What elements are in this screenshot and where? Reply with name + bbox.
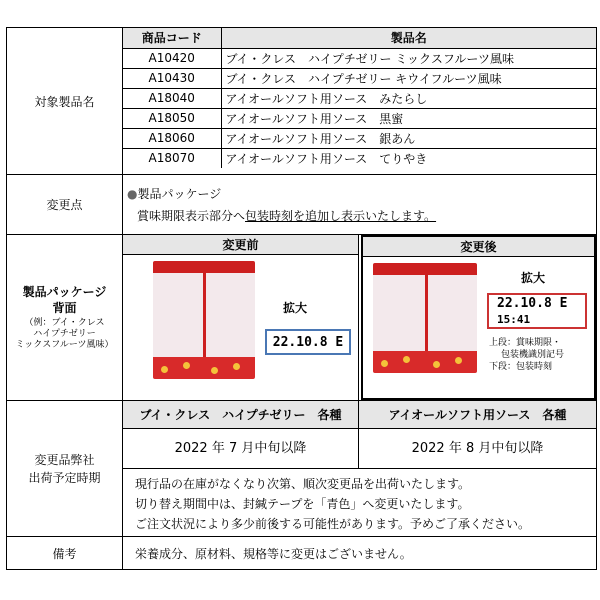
before-package-photo (153, 261, 255, 379)
schedule-notes (135, 474, 530, 534)
after-date-line1: 22.10.8 E (497, 296, 568, 311)
after-date-line2: 15:41 (497, 313, 531, 326)
note-upper: 上段：賞味期限・ (489, 338, 562, 348)
package-label-sub: （例：ブイ・クレス ハイプチゼリー ミックスフルーツ風味） (15, 318, 114, 350)
change-heading-text: 製品パッケージ (137, 187, 222, 201)
package-label-main: 製品パッケージ 背面 (22, 285, 107, 315)
schedule-note: ご注文状況により多少前後する可能性があります。予めご了承ください。 (135, 517, 531, 531)
change-point-label (7, 175, 123, 234)
product-name: アイオールソフト用ソース みたらし (221, 88, 596, 108)
product-code: A18050 (123, 108, 221, 128)
col-header-code: 商品コード (123, 28, 221, 48)
target-label-text: 対象製品名 (34, 94, 95, 109)
change-detail (137, 207, 436, 224)
target-products-label (7, 28, 123, 174)
change-detail-text: 賞味期限表示部分へ (137, 209, 246, 223)
product-code: A18060 (123, 128, 221, 148)
table-row (123, 128, 596, 148)
table-row (123, 108, 596, 128)
table-row (123, 48, 596, 68)
change-point-row (7, 174, 596, 234)
schedule-label (7, 401, 123, 536)
product-code: A18040 (123, 88, 221, 108)
schedule-col1-date: 2022 年 7 月中旬以降 (123, 429, 359, 469)
before-header: 変更前 (123, 235, 359, 255)
before-zoom-label: 拡大 (283, 301, 308, 315)
after-package-photo (373, 263, 477, 373)
table-row (123, 88, 596, 108)
table-row (123, 148, 596, 168)
remarks-text: 栄養成分、原材料、規格等に変更はございません。 (135, 547, 412, 561)
remarks-label (7, 537, 123, 570)
product-code: A18070 (123, 148, 221, 168)
before-date-stamp: 22.10.8 E (265, 329, 351, 355)
remarks-row (7, 536, 596, 570)
after-notes (489, 337, 564, 373)
product-table-header (123, 28, 596, 48)
schedule-col2-header: アイオールソフト用ソース 各種 (359, 401, 596, 429)
product-name: ブイ・クレス ハイプチゼリー キウイフルーツ風味 (221, 68, 596, 88)
after-panel (361, 235, 596, 400)
package-row (7, 234, 596, 400)
package-label (7, 235, 123, 400)
product-name: アイオールソフト用ソース 銀あん (221, 128, 596, 148)
product-code: A10430 (123, 68, 221, 88)
package-cell (123, 235, 596, 400)
product-name: アイオールソフト用ソース てりやき (225, 151, 428, 166)
schedule-label-text: 変更品弊社 出荷予定時期 (28, 452, 101, 485)
change-heading (127, 185, 221, 202)
after-zoom-label: 拡大 (521, 271, 546, 285)
product-name: アイオールソフト用ソース 黒蜜 (221, 108, 596, 128)
note-lower: 下段：包装時刻 (489, 362, 553, 372)
after-date-stamp (487, 293, 587, 329)
change-notice-sheet (6, 27, 597, 570)
product-name: ブイ・クレス ハイプチゼリー ミックスフルーツ風味 (221, 48, 596, 68)
col-header-name: 製品名 (221, 28, 596, 48)
note-upper2: 包装機識別記号 (501, 350, 565, 360)
after-header: 変更後 (363, 237, 594, 257)
schedule-col2-date: 2022 年 8 月中旬以降 (359, 429, 596, 469)
schedule-note: 切り替え期間中は、封緘テープを「青色」へ変更いたします。 (135, 497, 470, 511)
bullet-icon: ● (127, 187, 138, 201)
target-products-cell (123, 28, 596, 174)
target-products-row (7, 28, 596, 174)
product-table (123, 28, 596, 168)
schedule-cell (123, 401, 596, 536)
schedule-col1-header: ブイ・クレス ハイプチゼリー 各種 (123, 401, 359, 429)
before-panel (123, 255, 359, 400)
change-label-text: 変更点 (46, 198, 83, 212)
table-row (123, 68, 596, 88)
change-detail-underlined: 包装時刻を追加し表示いたします。 (245, 209, 437, 223)
product-code: A10420 (123, 48, 221, 68)
change-point-cell (123, 175, 596, 234)
schedule-row (7, 400, 596, 536)
remarks-label-text: 備考 (52, 547, 77, 561)
schedule-note: 現行品の在庫がなくなり次第、順次変更品を出荷いたします。 (135, 477, 471, 491)
remarks-cell (123, 537, 596, 570)
